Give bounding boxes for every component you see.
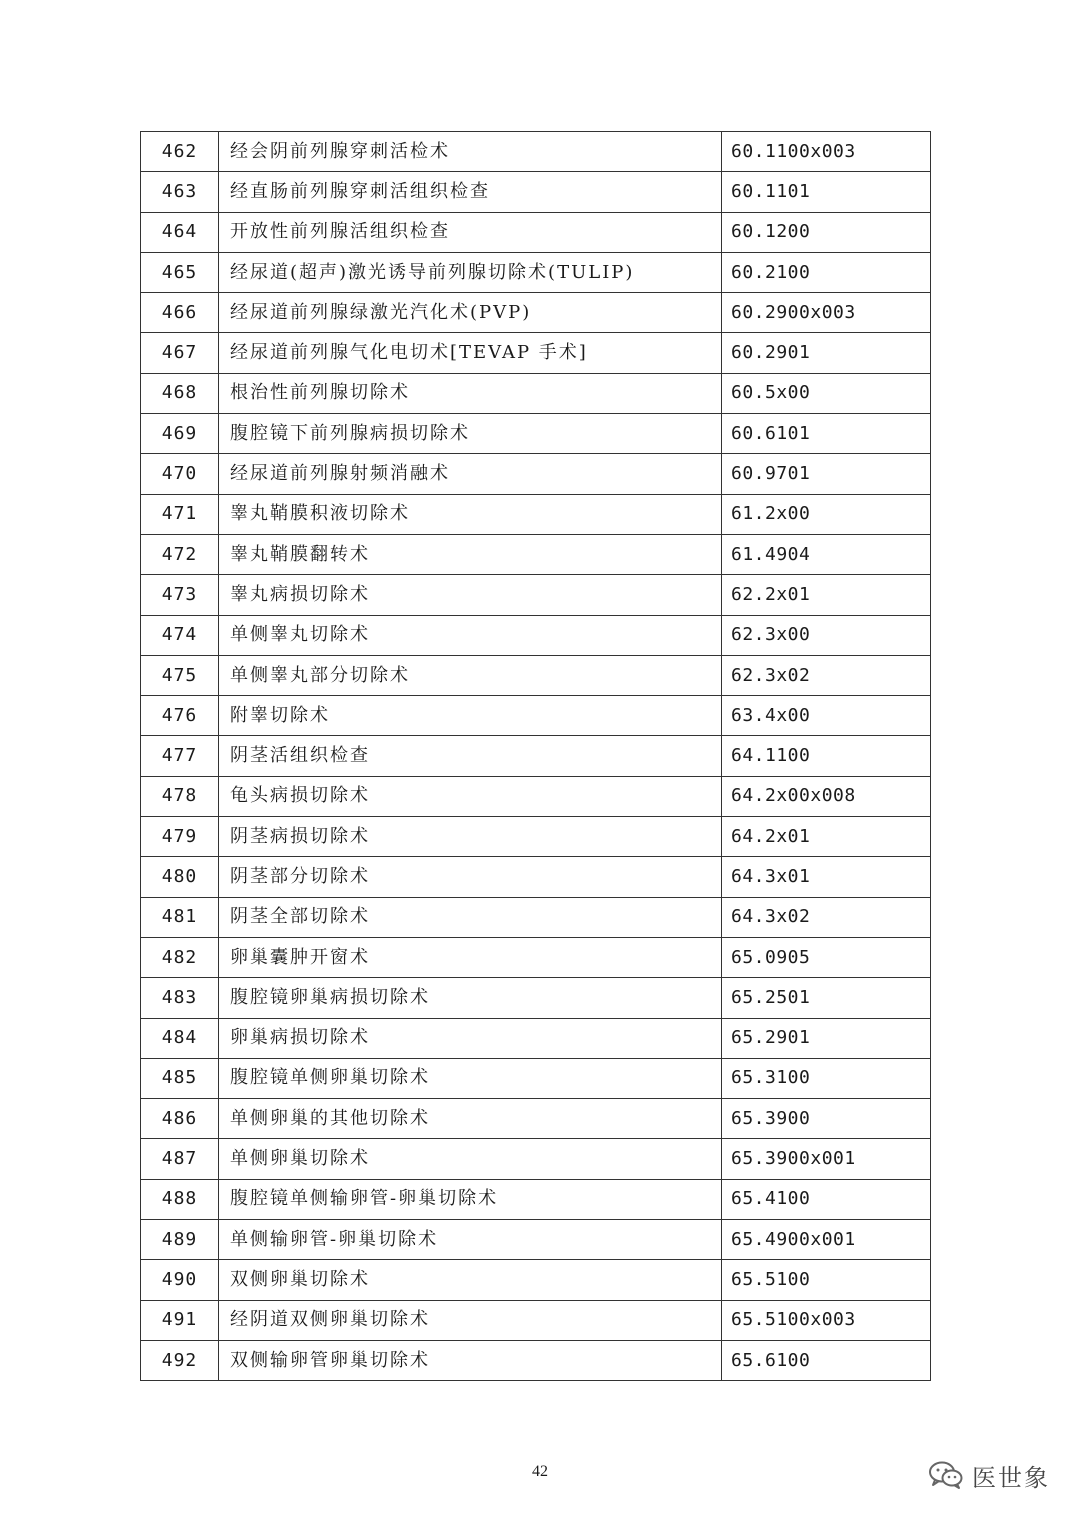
- procedure-code: 65.4900x001: [722, 1220, 931, 1260]
- procedure-code: 65.2501: [722, 978, 931, 1018]
- procedure-name: 腹腔镜单侧输卵管-卵巢切除术: [219, 1179, 722, 1219]
- row-number: 466: [141, 293, 219, 333]
- procedure-name: 卵巢囊肿开窗术: [219, 937, 722, 977]
- procedure-code: 65.6100: [722, 1340, 931, 1380]
- row-number: 464: [141, 212, 219, 252]
- table-row: [141, 978, 931, 1018]
- procedure-name: 单侧睾丸切除术: [219, 615, 722, 655]
- procedure-code: 60.9701: [722, 454, 931, 494]
- row-number: 488: [141, 1179, 219, 1219]
- procedure-name: 阴茎全部切除术: [219, 897, 722, 937]
- row-number: 475: [141, 655, 219, 695]
- procedure-name: 单侧睾丸部分切除术: [219, 655, 722, 695]
- procedure-code: 61.4904: [722, 534, 931, 574]
- procedure-code: 64.2x00x008: [722, 776, 931, 816]
- row-number: 469: [141, 414, 219, 454]
- procedure-code: 64.2x01: [722, 817, 931, 857]
- wechat-icon: [928, 1460, 964, 1490]
- procedure-name: 双侧输卵管卵巢切除术: [219, 1340, 722, 1380]
- procedure-code: 64.3x01: [722, 857, 931, 897]
- table-row: [141, 414, 931, 454]
- row-number: 478: [141, 776, 219, 816]
- table-row: [141, 252, 931, 292]
- procedure-name: 睾丸病损切除术: [219, 575, 722, 615]
- procedure-name: 睾丸鞘膜翻转术: [219, 534, 722, 574]
- table-row: [141, 373, 931, 413]
- procedure-code: 65.2901: [722, 1018, 931, 1058]
- table-row: [141, 1139, 931, 1179]
- procedure-code: 60.5x00: [722, 373, 931, 413]
- table-row: [141, 736, 931, 776]
- procedure-name: 单侧卵巢的其他切除术: [219, 1099, 722, 1139]
- procedure-code: 62.3x02: [722, 655, 931, 695]
- procedure-name: 单侧卵巢切除术: [219, 1139, 722, 1179]
- row-number: 474: [141, 615, 219, 655]
- procedure-code: 60.1200: [722, 212, 931, 252]
- row-number: 482: [141, 937, 219, 977]
- procedure-code: 60.2100: [722, 252, 931, 292]
- row-number: 465: [141, 252, 219, 292]
- procedure-code: 60.2901: [722, 333, 931, 373]
- row-number: 473: [141, 575, 219, 615]
- page-number: 42: [532, 1463, 548, 1480]
- table-row: [141, 494, 931, 534]
- table-row: [141, 1220, 931, 1260]
- procedure-code: 63.4x00: [722, 696, 931, 736]
- procedure-code: 64.3x02: [722, 897, 931, 937]
- procedure-name: 阴茎部分切除术: [219, 857, 722, 897]
- table-row: [141, 575, 931, 615]
- row-number: 481: [141, 897, 219, 937]
- procedure-code: 62.2x01: [722, 575, 931, 615]
- table-row: [141, 857, 931, 897]
- procedure-name: 经尿道(超声)激光诱导前列腺切除术(TULIP): [219, 252, 722, 292]
- table-row: [141, 1260, 931, 1300]
- procedure-code: 65.3900: [722, 1099, 931, 1139]
- table-row: [141, 293, 931, 333]
- row-number: 471: [141, 494, 219, 534]
- table-row: [141, 1018, 931, 1058]
- row-number: 480: [141, 857, 219, 897]
- procedure-name: 腹腔镜单侧卵巢切除术: [219, 1058, 722, 1098]
- table-row: [141, 897, 931, 937]
- procedure-name: 卵巢病损切除术: [219, 1018, 722, 1058]
- table-row: [141, 817, 931, 857]
- table-row: [141, 534, 931, 574]
- procedure-code: 65.4100: [722, 1179, 931, 1219]
- table-row: [141, 212, 931, 252]
- row-number: 485: [141, 1058, 219, 1098]
- procedure-name: 经尿道前列腺绿激光汽化术(PVP): [219, 293, 722, 333]
- table-row: [141, 696, 931, 736]
- procedure-code: 62.3x00: [722, 615, 931, 655]
- table-row: [141, 1340, 931, 1380]
- row-number: 490: [141, 1260, 219, 1300]
- procedure-name: 经尿道前列腺射频消融术: [219, 454, 722, 494]
- procedure-code: 61.2x00: [722, 494, 931, 534]
- procedure-name: 单侧输卵管-卵巢切除术: [219, 1220, 722, 1260]
- procedure-name: 经尿道前列腺气化电切术[TEVAP 手术]: [219, 333, 722, 373]
- procedure-name: 阴茎病损切除术: [219, 817, 722, 857]
- procedure-code: 65.3900x001: [722, 1139, 931, 1179]
- procedure-table-body: [141, 132, 931, 1381]
- row-number: 489: [141, 1220, 219, 1260]
- table-row: [141, 1300, 931, 1340]
- table-row: [141, 1058, 931, 1098]
- table-row: [141, 615, 931, 655]
- row-number: 484: [141, 1018, 219, 1058]
- table-row: [141, 655, 931, 695]
- table-row: [141, 937, 931, 977]
- row-number: 470: [141, 454, 219, 494]
- table-row: [141, 333, 931, 373]
- row-number: 491: [141, 1300, 219, 1340]
- table-row: [141, 132, 931, 172]
- procedure-name: 附睾切除术: [219, 696, 722, 736]
- procedure-code: 60.6101: [722, 414, 931, 454]
- row-number: 479: [141, 817, 219, 857]
- procedure-name: 睾丸鞘膜积液切除术: [219, 494, 722, 534]
- procedure-code: 60.2900x003: [722, 293, 931, 333]
- procedure-code: 65.0905: [722, 937, 931, 977]
- row-number: 462: [141, 132, 219, 172]
- procedure-code: 65.5100x003: [722, 1300, 931, 1340]
- table-row: [141, 1099, 931, 1139]
- watermark-text: 医世象: [972, 1463, 1050, 1492]
- table-row: [141, 1179, 931, 1219]
- procedure-table: [140, 131, 931, 1381]
- procedure-name: 经会阴前列腺穿刺活检术: [219, 132, 722, 172]
- procedure-name: 腹腔镜下前列腺病损切除术: [219, 414, 722, 454]
- procedure-name: 腹腔镜卵巢病损切除术: [219, 978, 722, 1018]
- table-row: [141, 454, 931, 494]
- row-number: 483: [141, 978, 219, 1018]
- procedure-name: 双侧卵巢切除术: [219, 1260, 722, 1300]
- row-number: 492: [141, 1340, 219, 1380]
- watermark: [928, 1460, 1050, 1490]
- row-number: 477: [141, 736, 219, 776]
- procedure-code: 60.1101: [722, 172, 931, 212]
- procedure-code: 64.1100: [722, 736, 931, 776]
- procedure-name: 经直肠前列腺穿刺活组织检查: [219, 172, 722, 212]
- procedure-code: 60.1100x003: [722, 132, 931, 172]
- procedure-code: 65.5100: [722, 1260, 931, 1300]
- procedure-name: 经阴道双侧卵巢切除术: [219, 1300, 722, 1340]
- procedure-name: 根治性前列腺切除术: [219, 373, 722, 413]
- row-number: 463: [141, 172, 219, 212]
- table-row: [141, 776, 931, 816]
- procedure-name: 阴茎活组织检查: [219, 736, 722, 776]
- row-number: 468: [141, 373, 219, 413]
- procedure-code: 65.3100: [722, 1058, 931, 1098]
- row-number: 487: [141, 1139, 219, 1179]
- procedure-name: 龟头病损切除术: [219, 776, 722, 816]
- procedure-name: 开放性前列腺活组织检查: [219, 212, 722, 252]
- row-number: 467: [141, 333, 219, 373]
- row-number: 486: [141, 1099, 219, 1139]
- table-row: [141, 172, 931, 212]
- row-number: 472: [141, 534, 219, 574]
- row-number: 476: [141, 696, 219, 736]
